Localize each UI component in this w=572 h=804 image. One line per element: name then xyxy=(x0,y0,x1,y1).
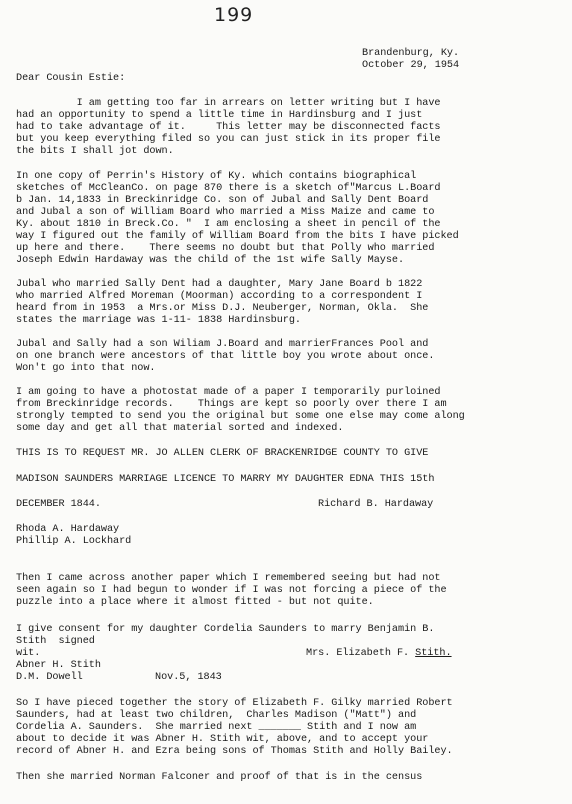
body-line: and Jubal a son of William Board who married a Miss Maize and came to xyxy=(16,207,435,218)
body-line: had to take advantage of it. This letter may be disconnected facts xyxy=(16,122,441,133)
body-line: Jubal and Sally had a son Wiliam J.Board and marrierFrances Pool and xyxy=(16,339,429,350)
body-line: the bits I shall jot down. xyxy=(16,146,174,157)
quoted-document-line: MADISON SAUNDERS MARRIAGE LICENCE TO MARRY MY DAUGHTER EDNA THIS 15th xyxy=(16,474,435,485)
quoted-document-line: THIS IS TO REQUEST MR. JO ALLEN CLERK OF BRACKENRIDGE COUNTY TO GIVE xyxy=(16,448,429,459)
body-line: Then I came across another paper which I remembered seeing but had not xyxy=(16,573,441,584)
body-line: about to decide it was Abner H. Stith wit, above, and to accept your xyxy=(16,734,429,745)
salutation: Dear Cousin Estie: xyxy=(16,73,126,84)
body-line: Then she married Norman Falconer and proof of that is in the census xyxy=(16,772,423,783)
body-line: In one copy of Perrin's History of Ky. which contains biographical xyxy=(16,171,417,182)
body-line: on one branch were ancestors of that little boy you wrote about once. xyxy=(16,351,435,362)
body-line: up here and there. There seems no doubt but that Polly who married xyxy=(16,243,435,254)
consent-witness: Abner H. Stith xyxy=(16,660,101,671)
body-line: Ky. about 1810 in Breck.Co. " I am enclosing a sheet in pencil of the xyxy=(16,219,441,230)
page-number: 199 xyxy=(214,4,254,26)
body-line: from Breckinridge records. Things are kept so poorly over there I am xyxy=(16,399,447,410)
consent-date: Nov.5, 1843 xyxy=(155,672,222,683)
body-line: had an opportunity to spend a little time in Hardinsburg and I just xyxy=(16,110,423,121)
body-line: Jubal who married Sally Dent had a daughter, Mary Jane Board b 1822 xyxy=(16,279,423,290)
body-line: puzzle into a place where it almost fitted - but not quite. xyxy=(16,597,374,608)
body-line: Won't go into that now. xyxy=(16,363,156,374)
letter-date: October 29, 1954 xyxy=(362,60,460,71)
quoted-document-witness: Phillip A. Lockhard xyxy=(16,536,132,547)
body-line: way I figured out the family of William Board from the bits I have picked xyxy=(16,231,459,242)
letter-place: Brandenburg, Ky. xyxy=(362,48,460,59)
body-line: some day and get all that material sorted and indexed. xyxy=(16,423,344,434)
body-line: So I have pieced together the story of Elizabeth F. Gilky married Robert xyxy=(16,698,453,709)
body-line: b Jan. 14,1833 in Breckinridge Co. son of Jubal and Sally Dent Board xyxy=(16,195,429,206)
consent-signer xyxy=(306,648,452,660)
body-line: I am getting too far in arrears on letter writing but I have xyxy=(16,98,441,109)
quoted-document-signer: Richard B. Hardaway xyxy=(318,499,434,510)
body-line: I am going to have a photostat made of a paper I temporarily purloined xyxy=(16,387,441,398)
quoted-document-date: DECEMBER 1844. xyxy=(16,499,101,510)
consent-line: Stith signed xyxy=(16,636,95,647)
body-line: sketches of McCleanCo. on page 870 there is a sketch of"Marcus L.Board xyxy=(16,183,441,194)
body-line: Saunders, had at least two children, Charles Madison ("Matt") and xyxy=(16,710,417,721)
consent-signer-name: Mrs. Elizabeth F. xyxy=(306,648,416,659)
body-line: states the marriage was 1-11- 1838 Hardinsburg. xyxy=(16,315,301,326)
body-line: record of Abner H. and Ezra being sons of Thomas Stith and Holly Bailey. xyxy=(16,746,453,757)
body-line: Joseph Edwin Hardaway was the child of the 1st wife Sally Mayse. xyxy=(16,255,405,266)
consent-wit: wit. xyxy=(16,648,41,659)
body-line: seen again so I had begun to wonder if I was not forcing a piece of the xyxy=(16,585,447,596)
consent-signer-surname: Stith. xyxy=(415,648,452,659)
body-line: Cordelia A. Saunders. She married next _______ Stith and I now am xyxy=(16,722,417,733)
body-line: but you keep everything filed so you can just stick in its proper file xyxy=(16,134,441,145)
body-line: who married Alfred Moreman (Moorman) according to a correspondent I xyxy=(16,291,423,302)
consent-witness: D.M. Dowell xyxy=(16,672,83,683)
consent-line: I give consent for my daughter Cordelia Saunders to marry Benjamin B. xyxy=(16,624,435,635)
quoted-document-witness: Rhoda A. Hardaway xyxy=(16,524,120,535)
body-line: strongly tempted to send you the original but some one else may come along xyxy=(16,411,465,422)
body-line: heard from in 1953 a Mrs.or Miss D.J. Neuberger, Norman, Okla. She xyxy=(16,303,429,314)
